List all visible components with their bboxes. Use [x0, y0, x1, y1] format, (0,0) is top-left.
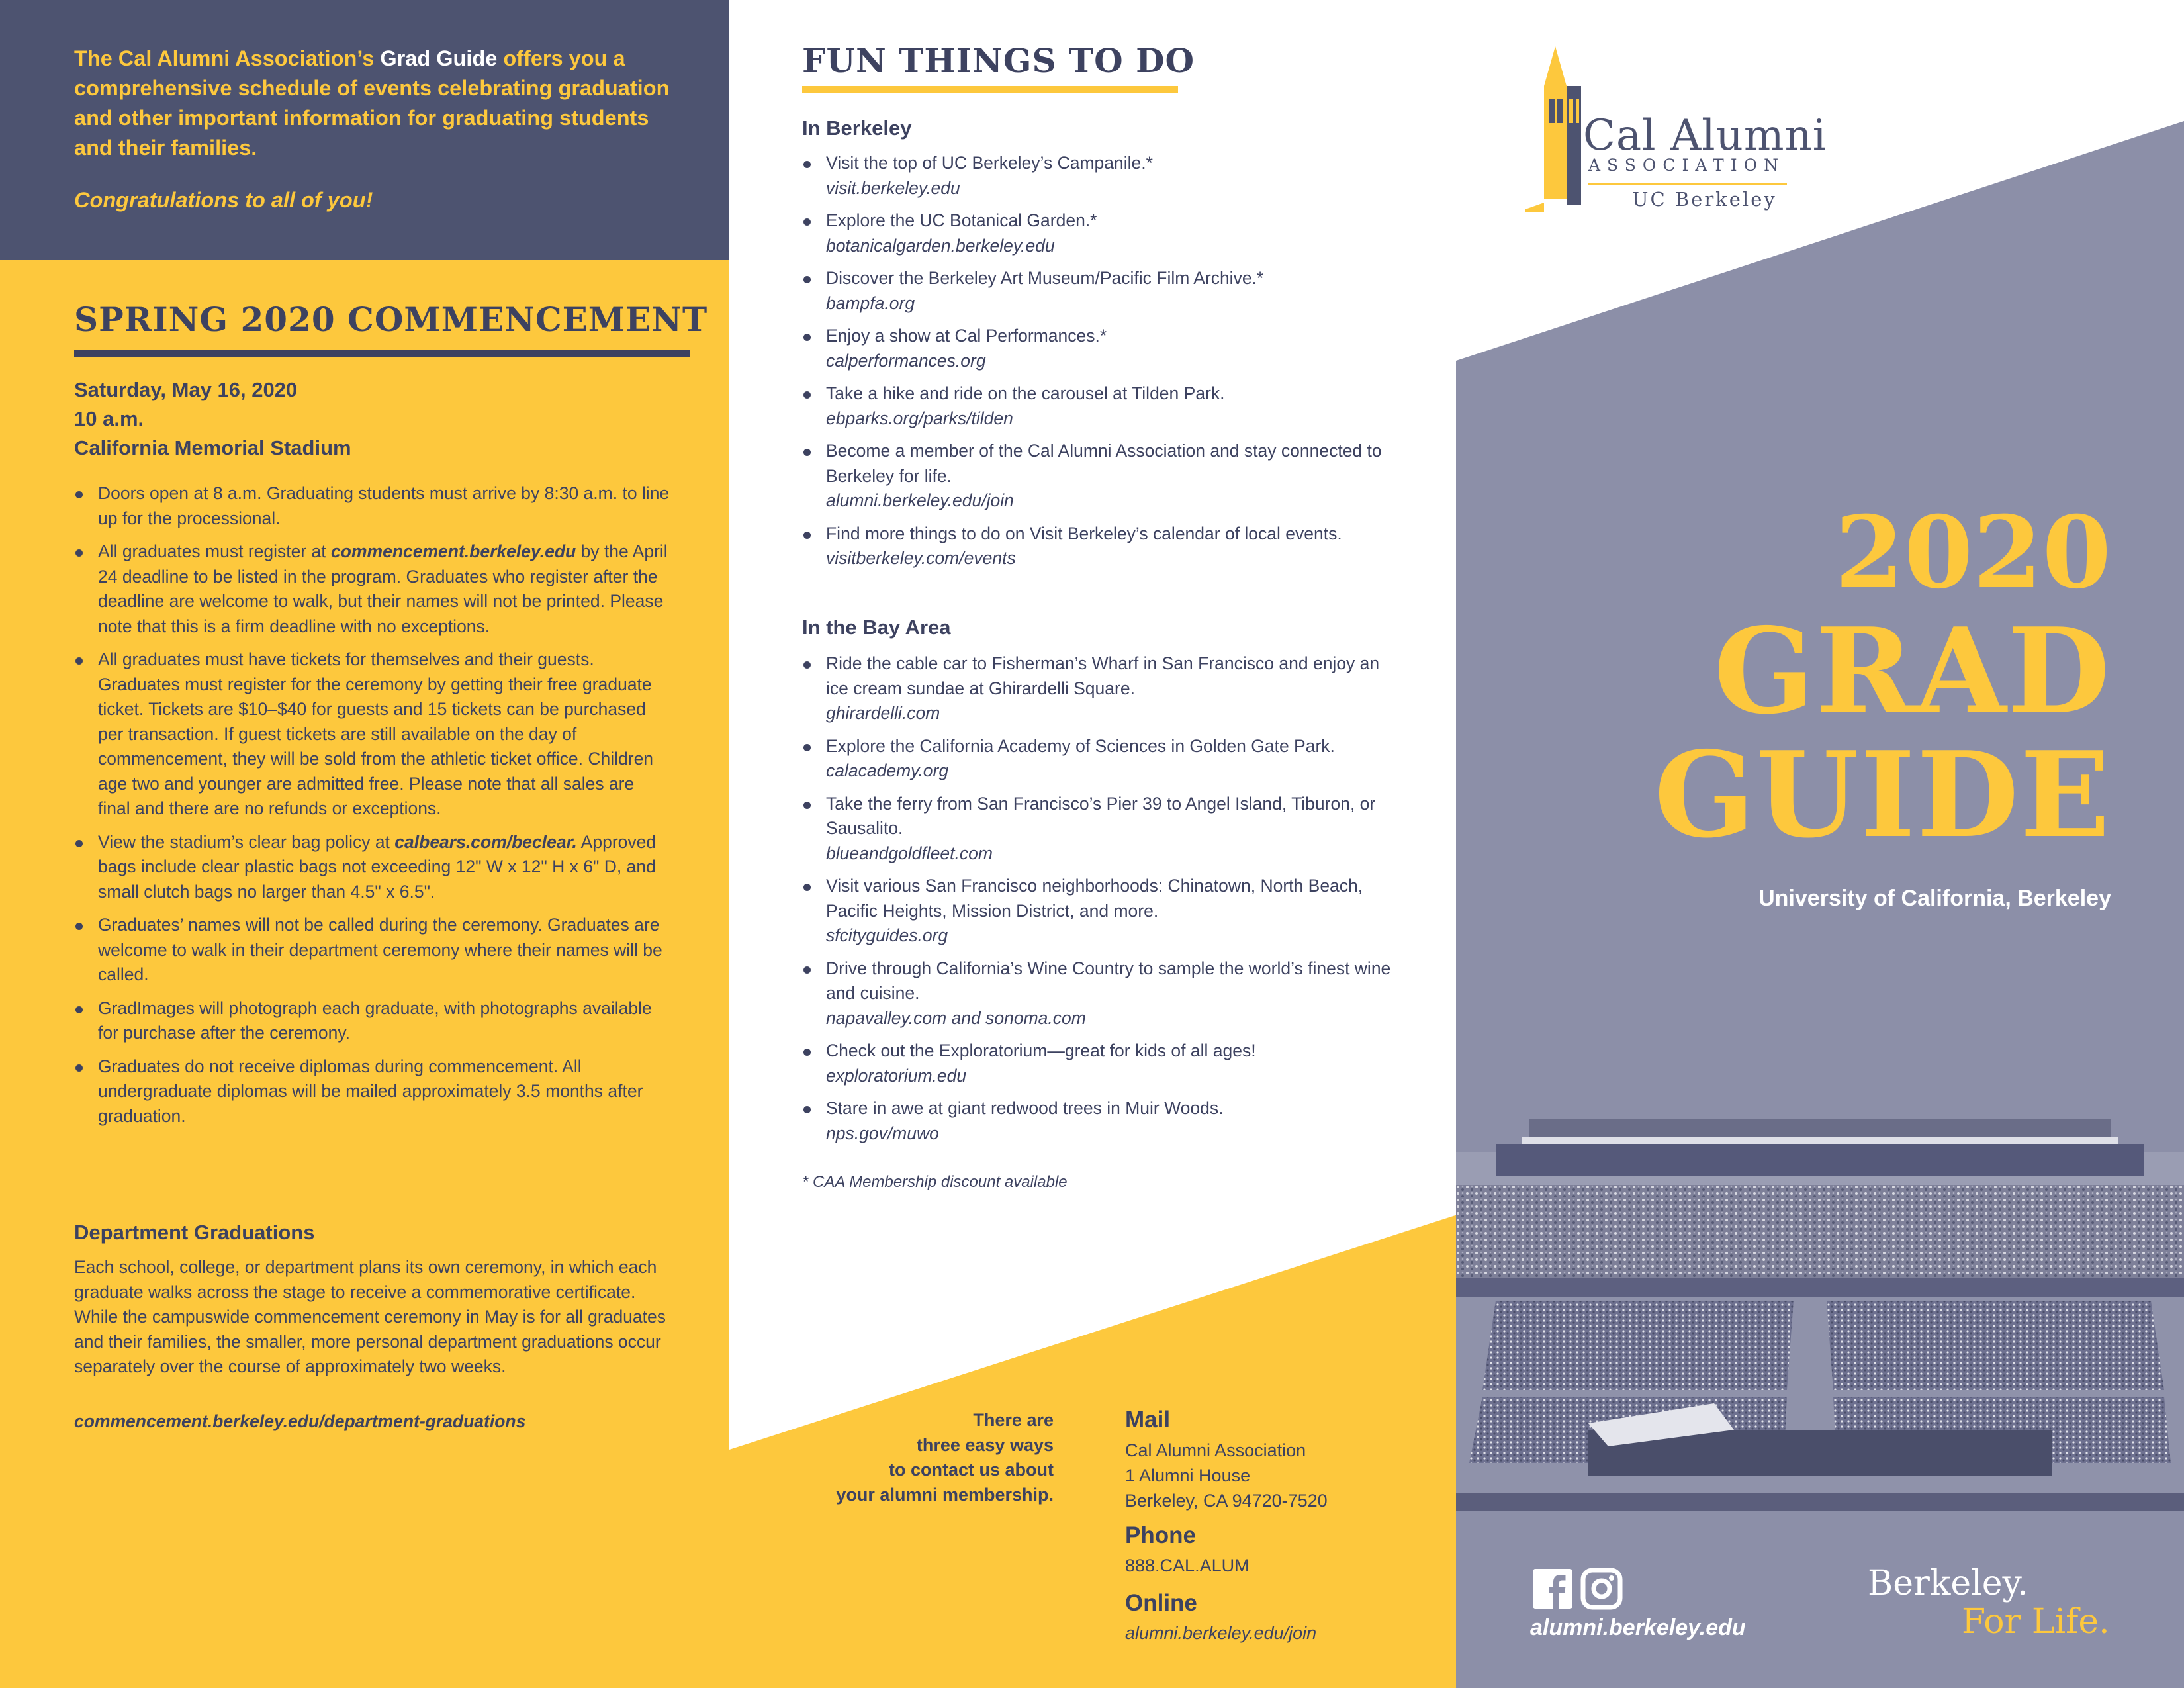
- list-item: All graduates must register at commencement.berkeley.edu by the April 24 deadline to be listed in the program. Graduates who register after the deadline are welcome to walk, but their names will not be printed. Please note that this is a firm deadline with no exceptions.: [74, 539, 670, 639]
- berkeley-list: [802, 151, 1398, 579]
- department-text: Each school, college, or department plans its own ceremony, in which each graduate walks across the stage to receive a commemorative certificate. While the campuswide commencement ceremony in May is for all graduates and their families, the smaller, more personal department graduations occur separately over the course of approximately two weeks.: [74, 1257, 666, 1376]
- department-heading: Department Graduations: [74, 1221, 315, 1244]
- cover-title-guide: GUIDE: [1654, 726, 2111, 864]
- activity-link[interactable]: nps.gov/muwo: [826, 1123, 939, 1143]
- list-item: Visit the top of UC Berkeley’s Campanile.* visit.berkeley.edu: [802, 151, 1398, 201]
- grad-guide-highlight: Grad Guide: [380, 46, 498, 70]
- campanile-icon: [1525, 46, 1585, 212]
- list-item: View the stadium’s clear bag policy at calbears.com/beclear. Approved bags include clear plastic bags not exceeding 12" W x 12" H x 6" D, and small clutch bags no larger than 4.5" x 6.5".: [74, 830, 670, 905]
- list-item: Become a member of the Cal Alumni Association and stay connected to Berkeley for life. alumni.berkeley.edu/join: [802, 439, 1398, 514]
- instagram-icon[interactable]: [1583, 1570, 1620, 1607]
- university-name: University of California, Berkeley: [1758, 886, 2111, 911]
- list-item: Doors open at 8 a.m. Graduating students must arrive by 8:30 a.m. to line up for the processional.: [74, 481, 670, 531]
- activity-link[interactable]: sfcityguides.org: [826, 925, 948, 945]
- heading-rule: [74, 350, 690, 357]
- fun-heading-rule: [802, 86, 1178, 93]
- activity-link[interactable]: ghirardelli.com: [826, 703, 940, 723]
- congratulations-text: Congratulations to all of you!: [74, 188, 373, 212]
- activity-link[interactable]: calacademy.org: [826, 761, 949, 780]
- online-heading: Online: [1125, 1590, 1197, 1616]
- tagline-berkeley: Berkeley.: [1868, 1564, 2028, 1603]
- list-item: All graduates must have tickets for themselves and their guests. Graduates must register for the ceremony by getting their free graduate ticket. Tickets are $10–$40 for guests and 15 tickets can be purchased per transaction. If guest tickets are still available on the day of commencement, they will be sold from the athletic ticket office. Children age two and younger are admitted free. Please note that all sales are final and there are no refunds or exceptions.: [74, 647, 670, 821]
- online-link[interactable]: alumni.berkeley.edu/join: [1125, 1623, 1317, 1643]
- contact-intro: There are three easy ways to contact us about your alumni membership.: [836, 1410, 1054, 1505]
- activity-link[interactable]: napavalley.com and sonoma.com: [826, 1008, 1086, 1028]
- activity-link[interactable]: calperformances.org: [826, 350, 986, 371]
- list-item: Graduates do not receive diplomas during commencement. All undergraduate diplomas will be mailed approximately 3.5 months after graduation.: [74, 1055, 670, 1129]
- list-item: Find more things to do on Visit Berkeley’s calendar of local events. visitberkeley.com/events: [802, 522, 1398, 571]
- logo-subtitle: UC Berkeley: [1632, 188, 1777, 211]
- activity-link[interactable]: blueandgoldfleet.com: [826, 843, 993, 863]
- activity-link[interactable]: alumni.berkeley.edu/join: [826, 491, 1014, 510]
- list-item: Visit various San Francisco neighborhoods: Chinatown, North Beach, Pacific Heights, Mission District, and more. sfcityguides.org: [802, 874, 1398, 949]
- website-link[interactable]: alumni.berkeley.edu: [1530, 1615, 1746, 1640]
- tagline-for-life: For Life.: [1962, 1602, 2110, 1642]
- phone-number[interactable]: 888.CAL.ALUM: [1125, 1556, 1250, 1575]
- cover-title-grad: GRAD: [1713, 602, 2111, 740]
- event-date: Saturday, May 16, 2020: [74, 378, 298, 401]
- commencement-heading: SPRING 2020 COMMENCEMENT: [74, 300, 708, 339]
- fun-heading: FUN THINGS TO DO: [802, 41, 1195, 80]
- intro-text: The Cal Alumni Association’s Grad Guide offers you a comprehensive schedule of events celebrating graduation and other important information for graduating students and their families.: [74, 46, 670, 160]
- phone-heading: Phone: [1125, 1523, 1196, 1548]
- logo-association: ASSOCIATION: [1588, 156, 1785, 175]
- berkeley-heading: In Berkeley: [802, 117, 912, 140]
- list-item: Stare in awe at giant redwood trees in Muir Woods. nps.gov/muwo: [802, 1096, 1398, 1146]
- mail-heading: Mail: [1125, 1407, 1171, 1432]
- department-link[interactable]: commencement.berkeley.edu/department-graduations: [74, 1411, 526, 1431]
- list-item: Drive through California’s Wine Country to sample the world’s finest wine and cuisine. napavalley.com and sonoma.com: [802, 957, 1398, 1031]
- list-item: Discover the Berkeley Art Museum/Pacific Film Archive.* bampfa.org: [802, 266, 1398, 316]
- bag-policy-link[interactable]: calbears.com/beclear.: [394, 831, 577, 852]
- list-item: Ride the cable car to Fisherman’s Wharf in San Francisco and enjoy an ice cream sundae at Ghirardelli Square. ghirardelli.com: [802, 651, 1398, 726]
- logo-title: Cal Alumni: [1583, 111, 1827, 160]
- commencement-link[interactable]: commencement.berkeley.edu: [331, 541, 576, 561]
- logo-rule: [1588, 183, 1787, 185]
- activity-link[interactable]: bampfa.org: [826, 293, 915, 313]
- activity-link[interactable]: visitberkeley.com/events: [826, 548, 1016, 568]
- list-item: Graduates’ names will not be called during the ceremony. Graduates are welcome to walk in their department ceremony where their names will be called.: [74, 913, 670, 988]
- event-details: [74, 375, 351, 463]
- activity-link[interactable]: visit.berkeley.edu: [826, 177, 960, 198]
- bay-area-heading: In the Bay Area: [802, 616, 951, 639]
- activity-link[interactable]: ebparks.org/parks/tilden: [826, 408, 1013, 428]
- mail-address: Cal Alumni Association 1 Alumni House Berkeley, CA 94720-7520: [1125, 1440, 1328, 1511]
- social-icons: [1533, 1568, 1625, 1610]
- list-item: Explore the California Academy of Sciences in Golden Gate Park. calacademy.org: [802, 734, 1398, 784]
- event-venue: California Memorial Stadium: [74, 436, 351, 459]
- membership-note: * CAA Membership discount available: [802, 1173, 1068, 1191]
- list-item: Explore the UC Botanical Garden.* botanicalgarden.berkeley.edu: [802, 209, 1398, 258]
- list-item: Enjoy a show at Cal Performances.* calperformances.org: [802, 324, 1398, 373]
- commencement-list: [74, 481, 670, 1137]
- event-time: 10 a.m.: [74, 407, 144, 430]
- facebook-icon[interactable]: [1533, 1569, 1572, 1609]
- bay-area-list: [802, 651, 1398, 1154]
- activity-link[interactable]: exploratorium.edu: [826, 1065, 967, 1086]
- list-item: Take a hike and ride on the carousel at Tilden Park. ebparks.org/parks/tilden: [802, 381, 1398, 431]
- stadium-photo: [1456, 1119, 2184, 1577]
- cover-year: 2020: [1835, 494, 2111, 611]
- list-item: Check out the Exploratorium—great for kids of all ages! exploratorium.edu: [802, 1039, 1398, 1088]
- list-item: GradImages will photograph each graduate, with photographs available for purchase after the ceremony.: [74, 996, 670, 1046]
- activity-link[interactable]: botanicalgarden.berkeley.edu: [826, 235, 1055, 256]
- list-item: Take the ferry from San Francisco’s Pier 39 to Angel Island, Tiburon, or Sausalito. blueandgoldfleet.com: [802, 792, 1398, 867]
